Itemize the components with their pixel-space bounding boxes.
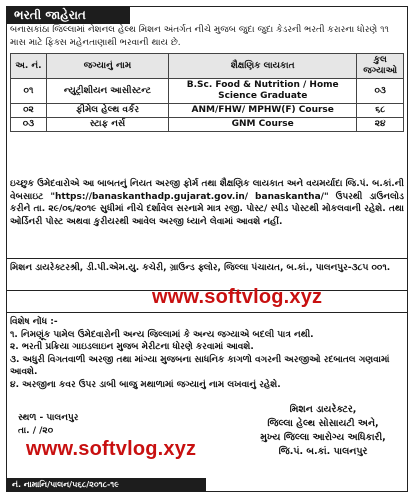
row-total-posts: ૦૩ — [357, 79, 404, 104]
table-row — [11, 118, 404, 132]
intro-text: બનાસકાંઠા જિલ્લામાં નેશનલ હેલ્થ મિશન અંતર્ગત નીચે મુજબ જુદા જુદા કેડરની ભરતી કરારના ધોરણે ૧૧ માસ માટે ફિક્સ મહેનતાણાથી ભરવાની થાય છે. — [10, 25, 389, 48]
signatory-line: જિલ્લા હેલ્થ સોસાયટી અને, — [267, 418, 379, 429]
row-post-name: સ્ટાફ નર્સ — [46, 118, 168, 132]
application-instructions: ઇચ્છુક ઉમેદવારોએ આ બાબતનું નિયત અરજી ફોર્મ તથા શૈક્ષણિક લાયકાત અને વયમર્યાદા જિ.પં. બ.કાં.ની વેબસાઇટ "https://banaskanthadp.gujarat.gov.in/ banaskantha/" ઉપરથી ડાઉનલોડ કરીને તા. ૨૯/૦૬/૨૦૧૯ સુધીમાં નીચે દર્શાવેલ સરનામે માત્ર રજી. પોસ્ટ/ સ્પીડ પોસ્ટથી મોકલવાની રહેશે. તથા ઓર્ડિનરી પોસ્ટ અથવા કુરીયરથી આવેલ અરજી ધ્યાને લેવામાં આવશે નહીં. — [10, 179, 404, 227]
note-item: ૧. નિમણૂંક પામેલ ઉમેદવારોની અન્ય જિલ્લામાં કે અન્ય જગ્યાએ બદલી પાત્ર નથી. — [10, 329, 314, 340]
divider — [6, 258, 408, 259]
row-post-name: ફીમેલ હેલ્થ વર્કર — [46, 104, 168, 118]
notes-title: વિશેષ નોંધ :- — [10, 317, 58, 327]
special-notes — [10, 316, 404, 391]
advertisement-title: ભરતી જાહેરાત — [6, 6, 130, 24]
watermark-text: www.softvlog.xyz — [26, 438, 197, 460]
header-total-posts: કુલ જગ્યાઓ — [357, 54, 404, 79]
header-serial: અ. નં. — [11, 54, 47, 79]
date-text: તા. / /૨૦ — [18, 426, 54, 436]
signatory-line: જિ.પં. બ.કાં. પાલનપુર — [278, 446, 368, 457]
row-serial: ૦૧ — [11, 79, 47, 104]
signatory-line: મિશન ડાયરેક્ટર, — [289, 404, 357, 415]
note-item: ૪. અરજીના કવર ઉપર ડાબી બાજુ મથાળામાં જગ્યાનું નામ લખવાનું રહેશે. — [10, 379, 281, 390]
signatory-block — [248, 403, 398, 459]
header-qualification: શૈક્ષણિક લાયકાત — [169, 54, 357, 79]
table-header-row — [11, 54, 404, 79]
vacancy-table — [10, 53, 404, 132]
place-date — [18, 412, 78, 438]
divider — [6, 312, 408, 313]
reference-number: નં. નામાનિ/પાલન/૫૬૮/૨૦૧૮-૧૯ — [6, 478, 206, 492]
note-item: ૩. અધુરી વિગતવાળી અરજી તથા માંગ્યા મુજબના સાધનિક કાગળો વગરની અરજીઓ રદબાતલ ગણવામાં આવશે. — [10, 354, 390, 377]
signatory-line: મુખ્ય જિલ્લા આરોગ્ય અધિકારી, — [260, 432, 386, 443]
mailing-address: મિશન ડાયરેક્ટરશ્રી, ડી.પી.એમ.યુ. કચેરી, ગ્રાઉન્ડ ફ્લોર, જિલ્લા પંચાયત, બ.કાં., પાલનપુર-૩૮૫ ૦૦૧. — [10, 263, 391, 273]
row-qualification: B.Sc. Food & Nutrition / Home Science Graduate — [169, 79, 357, 104]
row-serial: ૦૨ — [11, 104, 47, 118]
row-total-posts: ૬૮ — [357, 104, 404, 118]
watermark-text: www.softvlog.xyz — [152, 286, 323, 308]
row-serial: ૦૩ — [11, 118, 47, 132]
row-qualification: GNM Course — [169, 118, 357, 132]
header-post-name: જગ્યાનું નામ — [46, 54, 168, 79]
table-row — [11, 79, 404, 104]
row-post-name: ન્યુટ્રીશીયન આસીસ્ટન્ટ — [46, 79, 168, 104]
table-row — [11, 104, 404, 118]
place-text: સ્થળ - પાલનપુર — [18, 413, 79, 423]
row-qualification: ANM/FHW/ MPHW(F) Course — [169, 104, 357, 118]
row-total-posts: ૨૪ — [357, 118, 404, 132]
note-item: ૨. ભરતી પ્રક્રિયા ગાઇડલાઇન મુજબ મેરીટના ધોરણે કરવામાં આવશે. — [10, 342, 254, 352]
